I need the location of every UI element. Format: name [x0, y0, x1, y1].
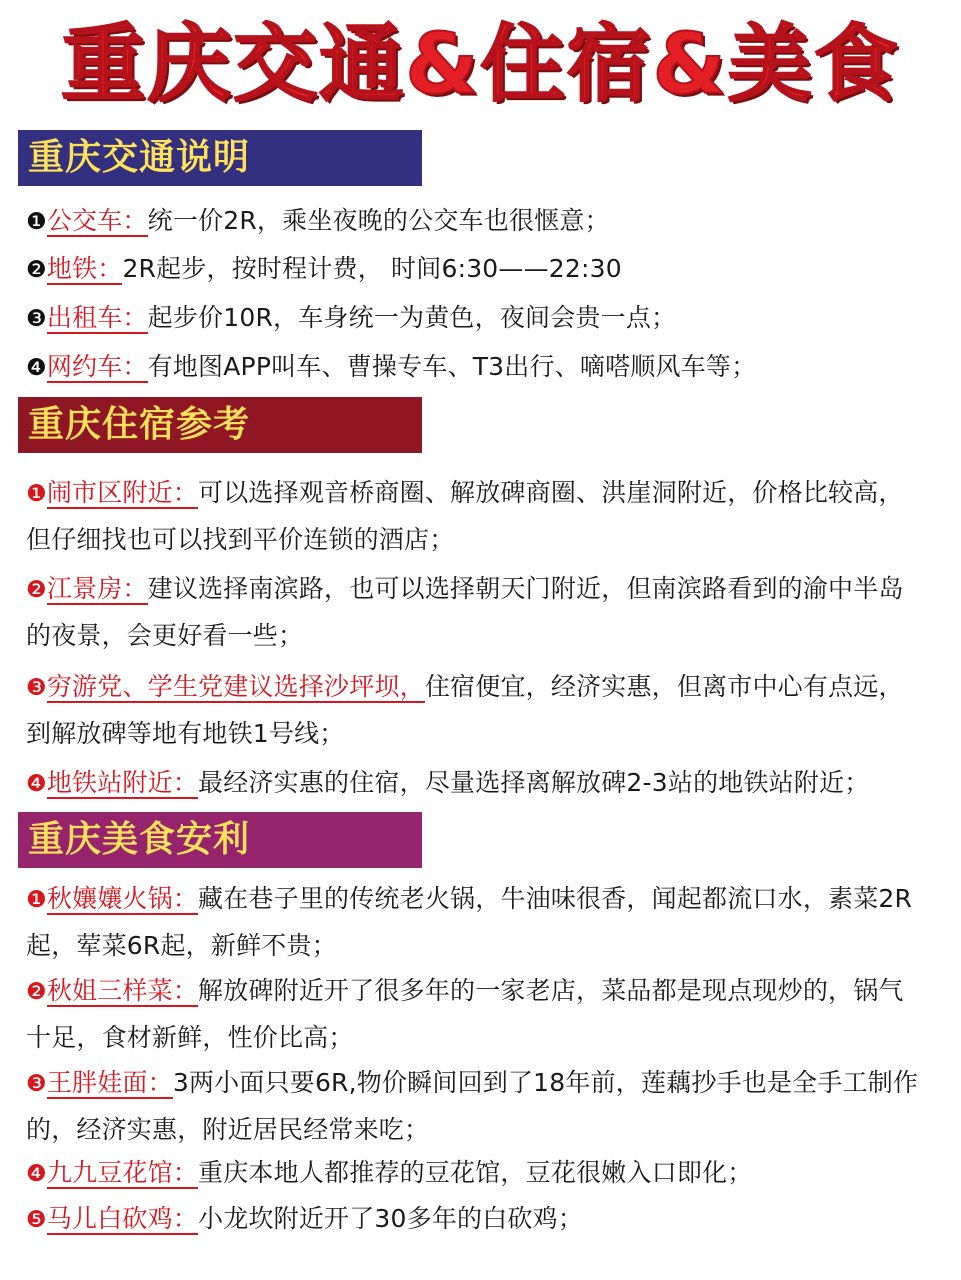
- item-text: 藏在巷子里的传统老火锅，牛油味很香，闻起都流口水，素菜2R起，荤菜6R起，新鲜不贵；: [26, 884, 913, 960]
- item-label: 江景房：: [46, 574, 148, 603]
- item-label: 王胖娃面：: [46, 1068, 173, 1097]
- number-badge-icon: ❶: [26, 209, 47, 235]
- traffic-item-ride-hailing: [26, 344, 928, 391]
- item-text: 最经济实惠的住宿，尽量选择离解放碑2-3站的地铁站附近；: [198, 768, 870, 797]
- item-label: 秋姐三样菜：: [46, 976, 199, 1005]
- item-label: 九九豆花馆：: [46, 1158, 199, 1187]
- number-badge-icon: ❷: [26, 979, 47, 1005]
- number-badge-icon: ❺: [26, 1207, 47, 1233]
- food-item-three-dishes: [26, 968, 928, 1061]
- item-text: 住宿便宜，经济实惠，但离市中心有点远，到解放碑等地有地铁1号线；: [26, 672, 904, 748]
- traffic-section-heading: 重庆交通说明: [18, 130, 422, 186]
- lodging-item-budget: [26, 664, 928, 757]
- item-text: 小龙坎附近开了30多年的白砍鸡；: [198, 1204, 584, 1233]
- number-badge-icon: ❹: [26, 355, 47, 381]
- food-item-chicken: [26, 1196, 928, 1243]
- item-label: 网约车：: [46, 352, 148, 381]
- page-title: 重庆交通&住宿&美食: [61, 15, 900, 113]
- item-text: 统一价2R，乘坐夜晚的公交车也很惬意；: [147, 206, 610, 235]
- food-item-noodles: [26, 1060, 928, 1153]
- number-badge-icon: ❷: [26, 577, 47, 603]
- item-text: 起步价10R，车身统一为黄色，夜间会贵一点；: [147, 303, 677, 332]
- traffic-item-taxi: [26, 295, 928, 342]
- lodging-section-heading: 重庆住宿参考: [18, 397, 422, 453]
- item-label: 公交车：: [46, 206, 148, 235]
- number-badge-icon: ❶: [26, 481, 47, 507]
- item-text: 建议选择南滨路，也可以选择朝天门附近，但南滨路看到的渝中半岛的夜景，会更好看一些；: [26, 574, 904, 650]
- number-badge-icon: ❸: [26, 675, 47, 701]
- number-badge-icon: ❹: [26, 1161, 47, 1187]
- lodging-item-metro-station: [26, 760, 928, 807]
- number-badge-icon: ❶: [26, 887, 47, 913]
- item-label: 穷游党、学生党建议选择沙坪坝，: [46, 672, 425, 701]
- number-badge-icon: ❸: [26, 1071, 47, 1097]
- item-label: 地铁站附近：: [46, 768, 199, 797]
- item-label: 秋孃孃火锅：: [46, 884, 199, 913]
- food-item-hotpot: [26, 876, 928, 969]
- item-text: 可以选择观音桥商圈、解放碑商圈、洪崖洞附近，价格比较高， 但仔细找也可以找到平价连锁的酒店；: [26, 478, 904, 554]
- item-text: 2R起步，按时程计费， 时间6:30——22:30: [122, 254, 622, 283]
- number-badge-icon: ❹: [26, 771, 47, 797]
- item-label: 出租车：: [46, 303, 148, 332]
- lodging-item-downtown: [26, 470, 928, 563]
- number-badge-icon: ❸: [26, 306, 47, 332]
- food-section-heading: 重庆美食安利: [18, 812, 422, 868]
- item-label: 马儿白砍鸡：: [46, 1204, 199, 1233]
- item-label: 地铁：: [46, 254, 123, 283]
- food-item-tofu-pudding: [26, 1150, 928, 1197]
- traffic-item-metro: [26, 246, 928, 293]
- item-text: 3两小面只要6R,物价瞬间回到了18年前，莲藕抄手也是全手工制作的，经济实惠，附近居民经常来吃；: [26, 1068, 919, 1144]
- item-text: 解放碑附近开了很多年的一家老店，菜品都是现点现炒的，锅气十足，食材新鲜，性价比高；: [26, 976, 904, 1052]
- item-text: 有地图APP叫车、曹操专车、T3出行、嘀嗒顺风车等；: [147, 352, 757, 381]
- item-text: 重庆本地人都推荐的豆花馆，豆花很嫩入口即化；: [198, 1158, 753, 1187]
- item-label: 闹市区附近：: [46, 478, 199, 507]
- lodging-item-river-view: [26, 566, 928, 659]
- traffic-item-bus: [26, 198, 928, 245]
- number-badge-icon: ❷: [26, 257, 47, 283]
